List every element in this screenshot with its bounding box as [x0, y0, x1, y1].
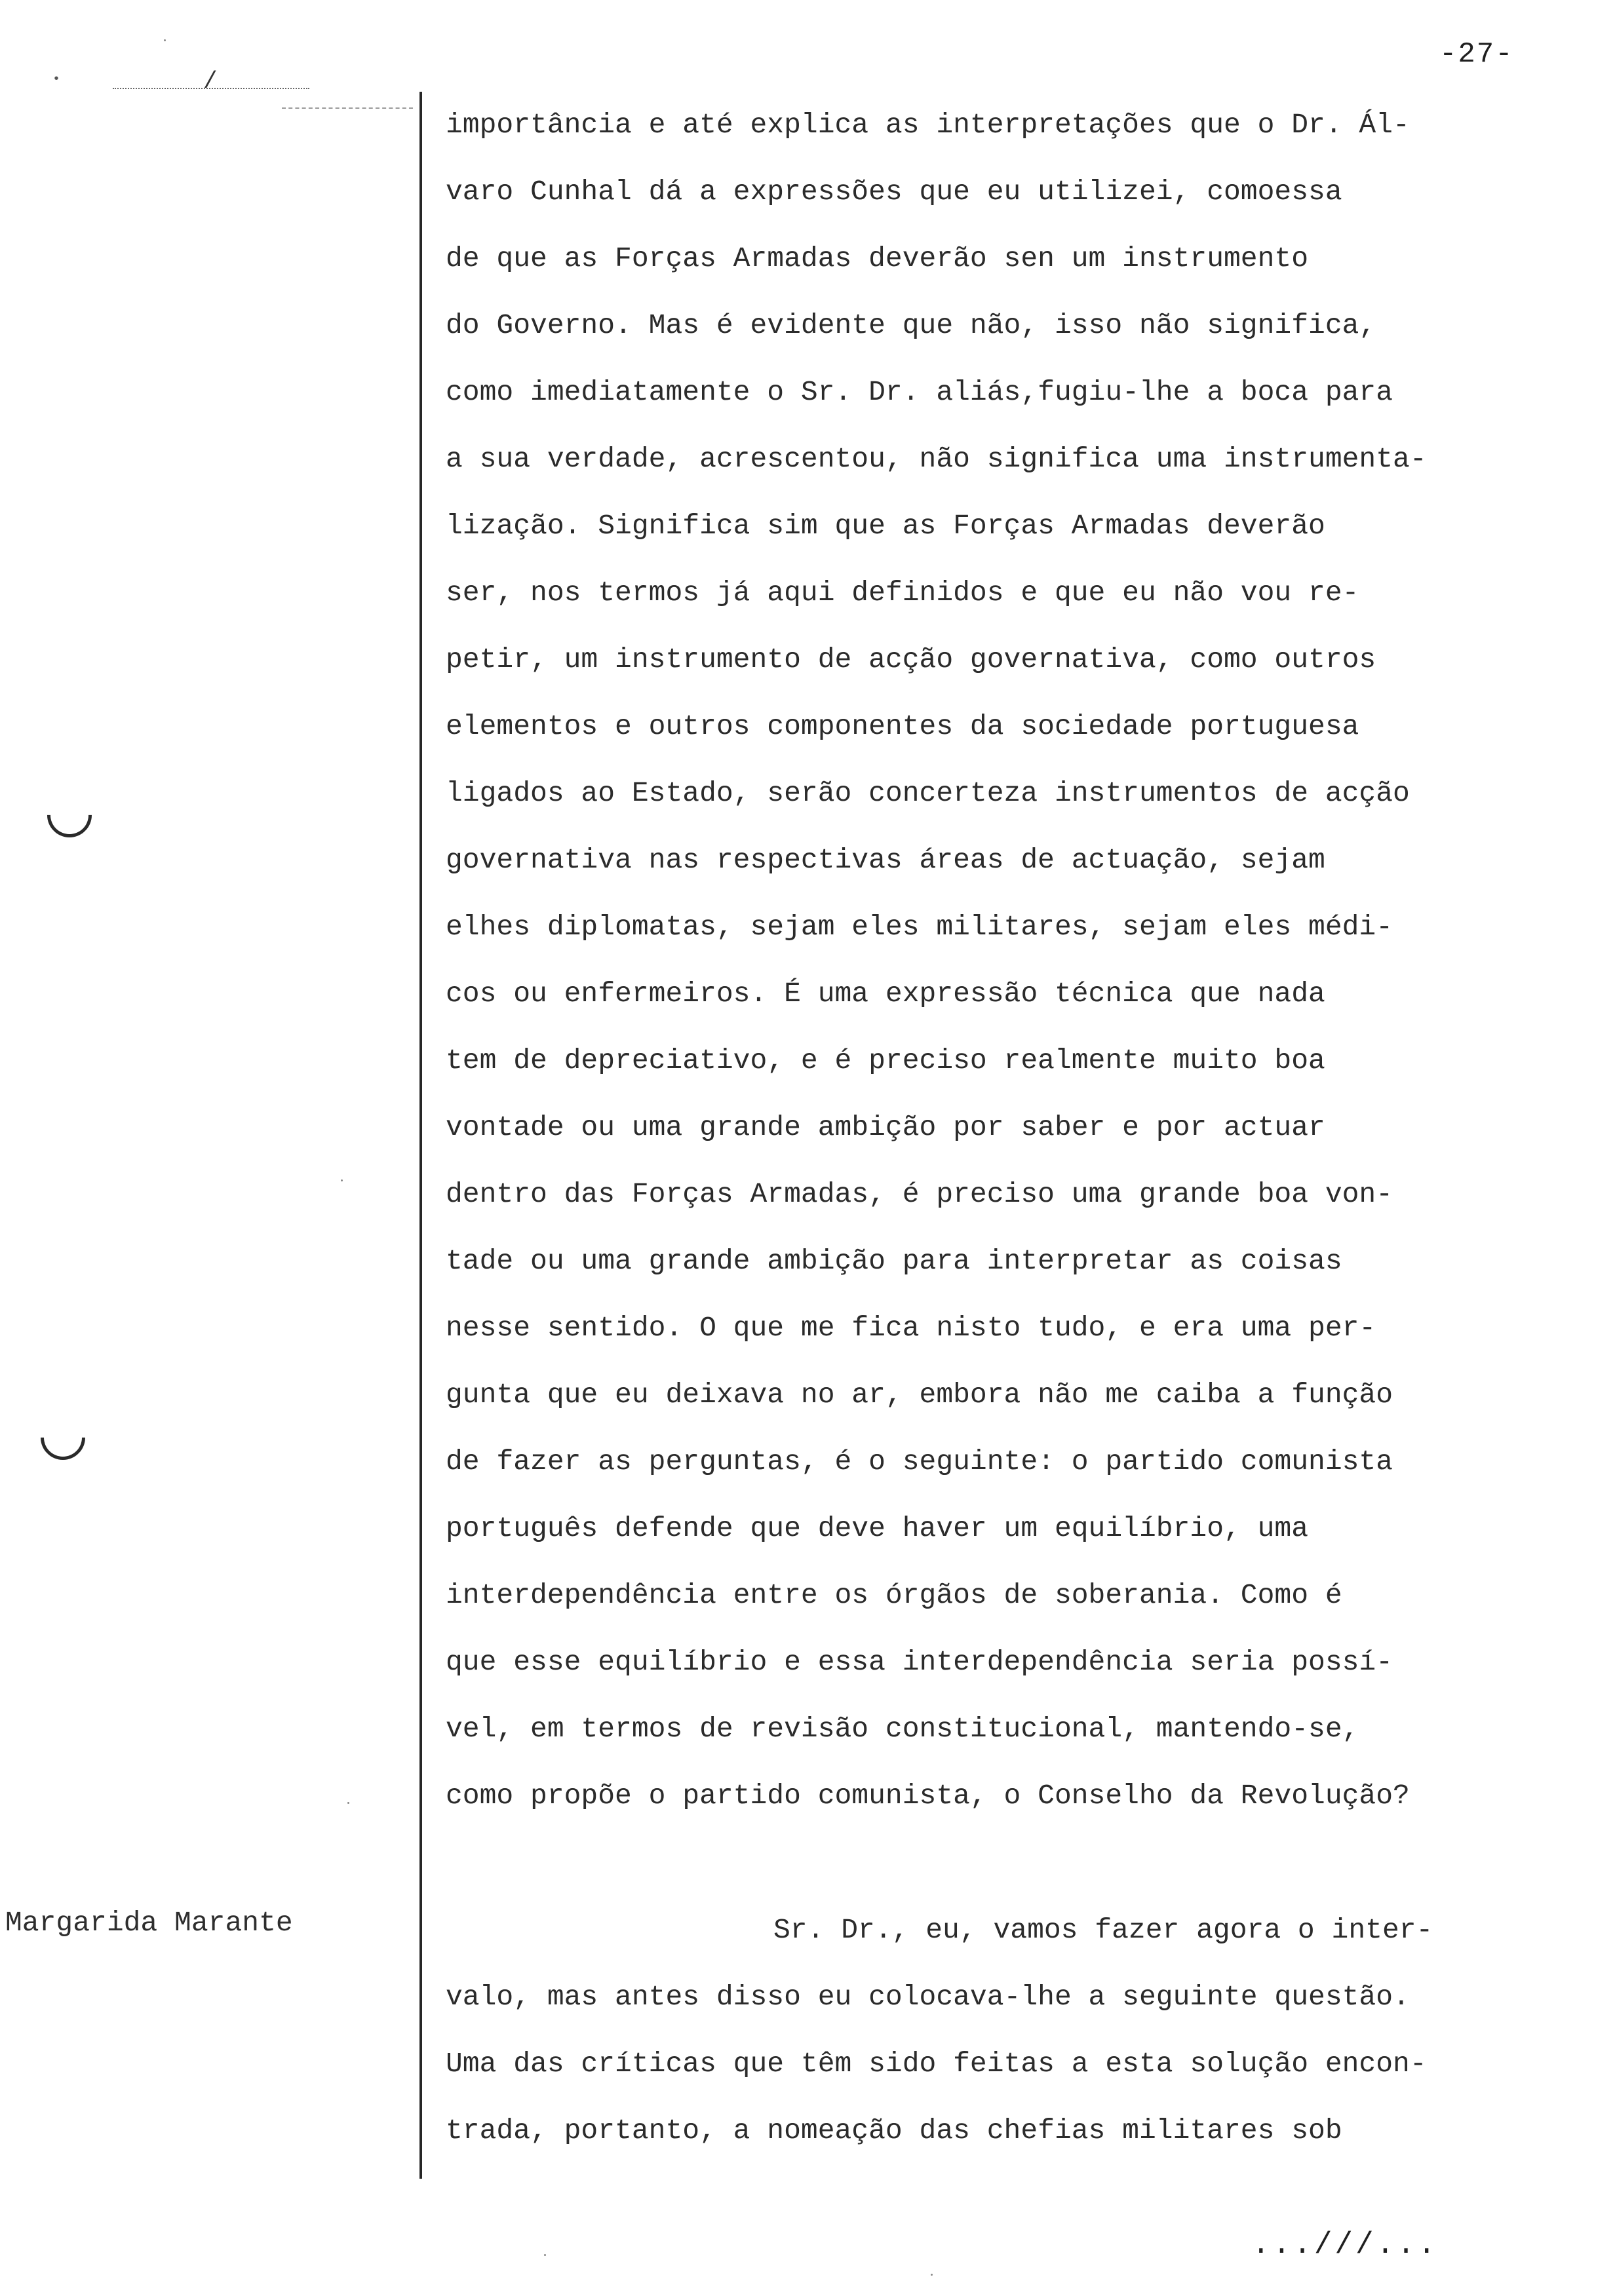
text-line: nesse sentido. O que me fica nisto tudo, e era uma per-	[446, 1312, 1376, 1344]
text-line: de fazer as perguntas, é o seguinte: o partido comunista	[446, 1445, 1393, 1478]
margin-annotation	[52, 68, 308, 95]
text-line: do Governo. Mas é evidente que não, isso não significa,	[446, 309, 1376, 341]
text-line: de que as Forças Armadas deverão sen um instrumento	[446, 242, 1309, 275]
margin-slash: /	[203, 68, 218, 95]
text-line: que esse equilíbrio e essa interdependência seria possí-	[446, 1646, 1393, 1678]
text-line: elementos e outros componentes da sociedade portuguesa	[446, 710, 1359, 742]
text-line: a sua verdade, acrescentou, não significa uma instrumenta-	[446, 443, 1427, 475]
punch-hole-mark-icon	[31, 1406, 94, 1469]
text-line: como propõe o partido comunista, o Conselho da Revolução?	[446, 1780, 1410, 1812]
text-line: importância e até explica as interpretações que o Dr. Ál-	[446, 109, 1410, 141]
text-line: vel, em termos de revisão constitucional, mantendo-se,	[446, 1713, 1359, 1745]
text-line: Uma das críticas que têm sido feitas a esta solução encon-	[446, 2048, 1427, 2080]
text-line: petir, um instrumento de acção governativa, como outros	[446, 643, 1376, 676]
transcript-passage-1	[446, 92, 1606, 1829]
speck	[347, 1802, 349, 1804]
text-line: cos ou enfermeiros. É uma expressão técnica que nada	[446, 978, 1325, 1010]
speck	[931, 2274, 933, 2276]
speck	[164, 39, 166, 41]
text-line: Sr. Dr., eu, vamos fazer agora o inter-	[773, 1914, 1433, 1946]
speaker-name: Margarida Marante	[5, 1907, 293, 1939]
speck	[341, 1179, 343, 1181]
text-line: varo Cunhal dá a expressões que eu utilizei, comoessa	[446, 176, 1342, 208]
text-line: valo, mas antes disso eu colocava-lhe a seguinte questão.	[446, 1981, 1410, 2013]
text-line: dentro das Forças Armadas, é preciso uma grande boa von-	[446, 1178, 1393, 1210]
text-line: ser, nos termos já aqui definidos e que eu não vou re-	[446, 577, 1359, 609]
text-line: lização. Significa sim que as Forças Armadas deverão	[446, 510, 1325, 542]
text-line: interdependência entre os órgãos de soberania. Como é	[446, 1579, 1342, 1611]
punch-hole-mark-icon	[38, 784, 101, 847]
text-line: gunta que eu deixava no ar, embora não me caiba a função	[446, 1379, 1393, 1411]
text-line: trada, portanto, a nomeação das chefias militares sob	[446, 2114, 1342, 2147]
dashed-rule	[282, 107, 413, 109]
text-line: tem de depreciativo, e é preciso realmente muito boa	[446, 1044, 1325, 1077]
speck	[544, 2254, 546, 2256]
margin-vertical-rule	[419, 92, 422, 2179]
transcript-passage-2	[446, 1897, 1606, 2164]
text-line: português defende que deve haver um equilíbrio, uma	[446, 1512, 1309, 1544]
text-line: governativa nas respectivas áreas de actuação, sejam	[446, 844, 1325, 876]
text-line: vontade ou uma grande ambição por saber e por actuar	[446, 1111, 1325, 1143]
margin-dot-icon: •	[52, 72, 61, 87]
text-line: como imediatamente o Sr. Dr. aliás,fugiu-lhe a boca para	[446, 376, 1393, 408]
text-line: tade ou uma grande ambição para interpretar as coisas	[446, 1245, 1342, 1277]
continuation-mark: ...///...	[1252, 2228, 1439, 2262]
page-number: -27-	[1439, 38, 1514, 71]
text-line: elhes diplomatas, sejam eles militares, sejam eles médi-	[446, 911, 1393, 943]
text-line: ligados ao Estado, serão concerteza instrumentos de acção	[446, 777, 1410, 809]
